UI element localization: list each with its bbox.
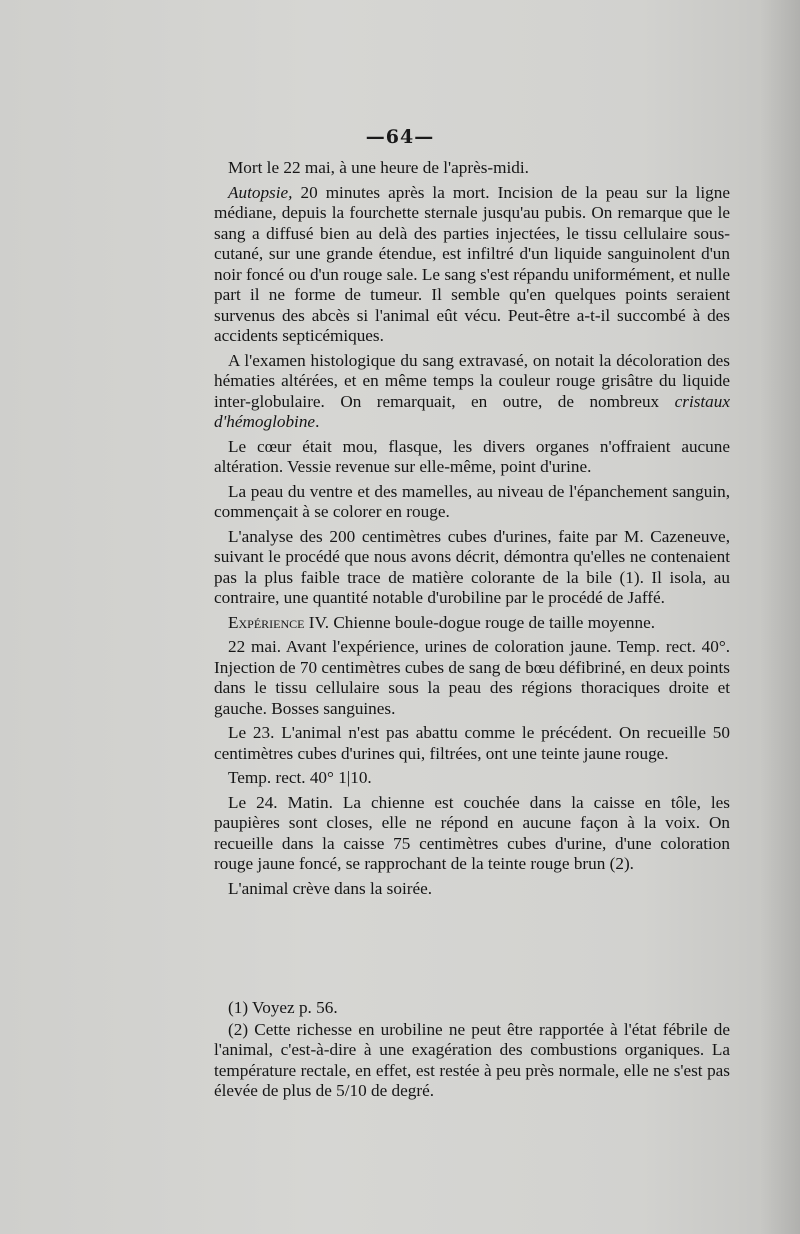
paragraph-experiment-heading [214,613,730,634]
paragraph-skin [214,482,730,523]
paragraph-death-time [214,158,730,179]
paragraph-analysis [214,527,730,609]
page-number: —64— [365,126,435,148]
paragraph-day-24 [214,793,730,875]
paragraph-tail: . [315,412,320,431]
experiment-label: Expérience IV. [228,612,330,632]
autopsy-lead: Autopsie, [228,182,293,202]
footnotes [214,998,730,1103]
paragraph-text: Temp. rect. 40° 1|10. [228,768,372,787]
paragraph-text: La peau du ventre et des mamelles, au niveau de l'épanchement sanguin, commençait à se colorer en rouge. [214,481,730,521]
paragraph-text: L'animal crève dans la soirée. [228,878,433,898]
paragraph-temp [214,768,730,789]
paragraph-text: Le 23. L'animal n'est pas abattu comme le précédent. On recueille 50 centimètres cubes d'urines qui, filtrées, ont une teinte jaune rouge. [214,723,730,763]
paragraph-text: Le 24. Matin. La chienne est couchée dans la caisse en tôle, les paupières sont closes, elle ne répond en aucune façon à la voix. On recueille dans la caisse 75 centimètres cubes d'urine, d'une coloration rouge jaune foncé, se rapprochant de la teinte rouge brun (2). [214,792,730,873]
paragraph-autopsy [214,183,730,347]
footnote-1: (1) Voyez p. 56. [228,998,338,1017]
paragraph-text: Mort le 22 mai, à une heure de l'après-midi. [228,158,529,177]
paragraph-text: L'analyse des 200 centimètres cubes d'urines, faite par M. Cazeneuve, suivant le procédé que nous avons décrit, démontra qu'elles ne contenaient pas la plus faible trace de matière colorante de la bile (1). Il isola, au contraire, une quantité notable d'urobiline par le procédé de Jaffé. [214,526,730,607]
page-edge-shadow [760,0,800,1234]
italic-term: cristaux d'hémoglobine [214,391,730,431]
main-text [214,158,730,903]
paragraph-text: 20 minutes après la mort. Incision de la peau sur la ligne médiane, depuis la fourchette sternale jusqu'au pubis. On remarque que le sang a diffusé bien au delà des parties injectées, le tissu cellulaire sous-cutané, sur une grande étendue, est infiltré d'un liquide sanguinolent d'un noir foncé ou d'un rouge sale. Le sang s'est répandu uniformément, et nulle part il ne forme de tumeur. Il semble qu'en quelques points seraient survenus des abcès si l'animal eût vécu. Peut-être a-t-il succombé à des accidents septicémiques. [214,182,730,345]
paragraph-histology [214,351,730,433]
paragraph-text: 22 mai. Avant l'expérience, urines de coloration jaune. Temp. rect. 40°. Injection de 70 centimètres cubes de sang de bœu défibriné, en deux points dans le tissu cellulaire sous la peau des régions thoraciques droite et gauche. Bosses sanguines. [214,637,730,718]
paragraph-death [214,879,730,900]
paragraph-text: Le cœur était mou, flasque, les divers organes n'offraient aucune altération. Vessie revenue sur elle-même, point d'urine. [214,436,730,476]
paragraph-text: A l'examen histologique du sang extravasé, on notait la décoloration des hématies altérées, et en même temps la couleur rouge grisâtre du liquide inter-globulaire. On remarquait, en outre, de nombreux [214,350,730,411]
paragraph-text: Chienne boule-dogue rouge de taille moyenne. [329,612,655,632]
footnote-2: (2) Cette richesse en urobiline ne peut être rapportée à l'état fébrile de l'animal, c'est-à-dire à une exagération des combustions organiques. La température rectale, en effet, est restée à peu près normale, elle ne s'est pas élevée de plus de 5/10 de degré. [214,1019,730,1100]
paragraph-day-23 [214,723,730,764]
paragraph-organs [214,437,730,478]
paragraph-may-22 [214,637,730,719]
